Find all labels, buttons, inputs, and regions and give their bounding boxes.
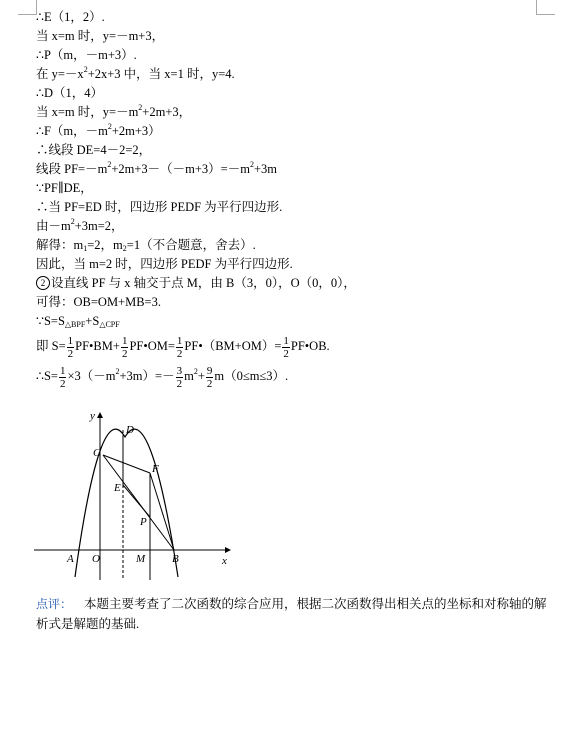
solution-line-fraction: ∴S= $\frac{1}{2}$ $\times 3(-m^2+3m)=-$ $\frac{3}{2}$ $m^2+$ $\frac{9}{2}$ m（0≤m≤3）.: [36, 364, 289, 390]
solution-line: $\because S=S_{\triangle BPF}+S_{\triangle CPF}$: [36, 314, 120, 329]
solution-line: 当 x=m 时，y=－m+3，: [36, 29, 165, 43]
comment-label: 点评：: [36, 597, 73, 611]
comment-block: [36, 594, 551, 634]
solution-line: 当 x=m 时，$y=-m^2+2m+3$，: [36, 103, 192, 119]
solution-line: 由$-m^2+3m=2$，: [36, 217, 124, 233]
solution-line: ∴当 PF=ED 时，四边形 PEDF 为平行四边形.: [36, 200, 283, 214]
solution-text: [36, 8, 556, 391]
comment-text: 本题主要考查了二次函数的综合应用，根据二次函数得出相关点的坐标和对称轴的解析式是解题的基础.: [36, 597, 547, 631]
solution-line: ∴F（m，$-m^2+2m+3$）: [36, 122, 161, 138]
solution-line: ∵PF∥DE，: [36, 181, 93, 195]
label-o: O: [92, 553, 100, 565]
label-a: A: [67, 553, 74, 565]
label-m: M: [136, 553, 146, 565]
solution-line: ∴线段 DE=4－2=2，: [36, 143, 152, 157]
label-d: D: [126, 424, 134, 436]
solution-line: 2 设直线 PF 与 x 轴交于点 M，由 B（3，0），O（0，0），: [36, 274, 556, 293]
line-ep: [123, 485, 150, 517]
label-y: y: [90, 410, 95, 422]
label-f: F: [152, 463, 159, 475]
label-x: x: [222, 555, 227, 567]
solution-line: 解得：$m_1=2$，$m_2=1$（不合题意，舍去）.: [36, 238, 256, 253]
label-c: C: [93, 447, 101, 459]
solution-line-fraction: 即 S= $\frac{1}{2}$ PF•BM+ $\frac{1}{2}$ PF•OM= $\frac{1}{2}$ PF•（BM+OM）= $\frac{1}{2}$ PF•OB.: [36, 334, 330, 360]
label-e: E: [114, 482, 121, 494]
solution-line: ∴D（1，4）: [36, 86, 103, 100]
line-cb: [103, 455, 174, 550]
solution-line: ∴P（m，－m+3）.: [36, 48, 137, 62]
page-corner-mark-left: [18, 0, 37, 15]
parabola-figure: [30, 405, 240, 580]
solution-line: 可得：OB=OM+MB=3.: [36, 295, 161, 309]
parabola-curve: [75, 429, 178, 577]
solution-line: 因此，当 m=2 时，四边形 PEDF 为平行四边形.: [36, 257, 293, 271]
solution-line: ∴E（1，2）.: [36, 10, 105, 24]
label-p: P: [140, 516, 147, 528]
line-fb: [150, 473, 174, 550]
solution-line: 线段 $PF=-m^2+2m+3-(-m+3)=-m^2+3m$: [36, 160, 277, 176]
label-b: B: [172, 553, 179, 565]
solution-line: 在 $y=-x^2+2x+3$ 中，当 x=1 时，y=4.: [36, 65, 235, 81]
